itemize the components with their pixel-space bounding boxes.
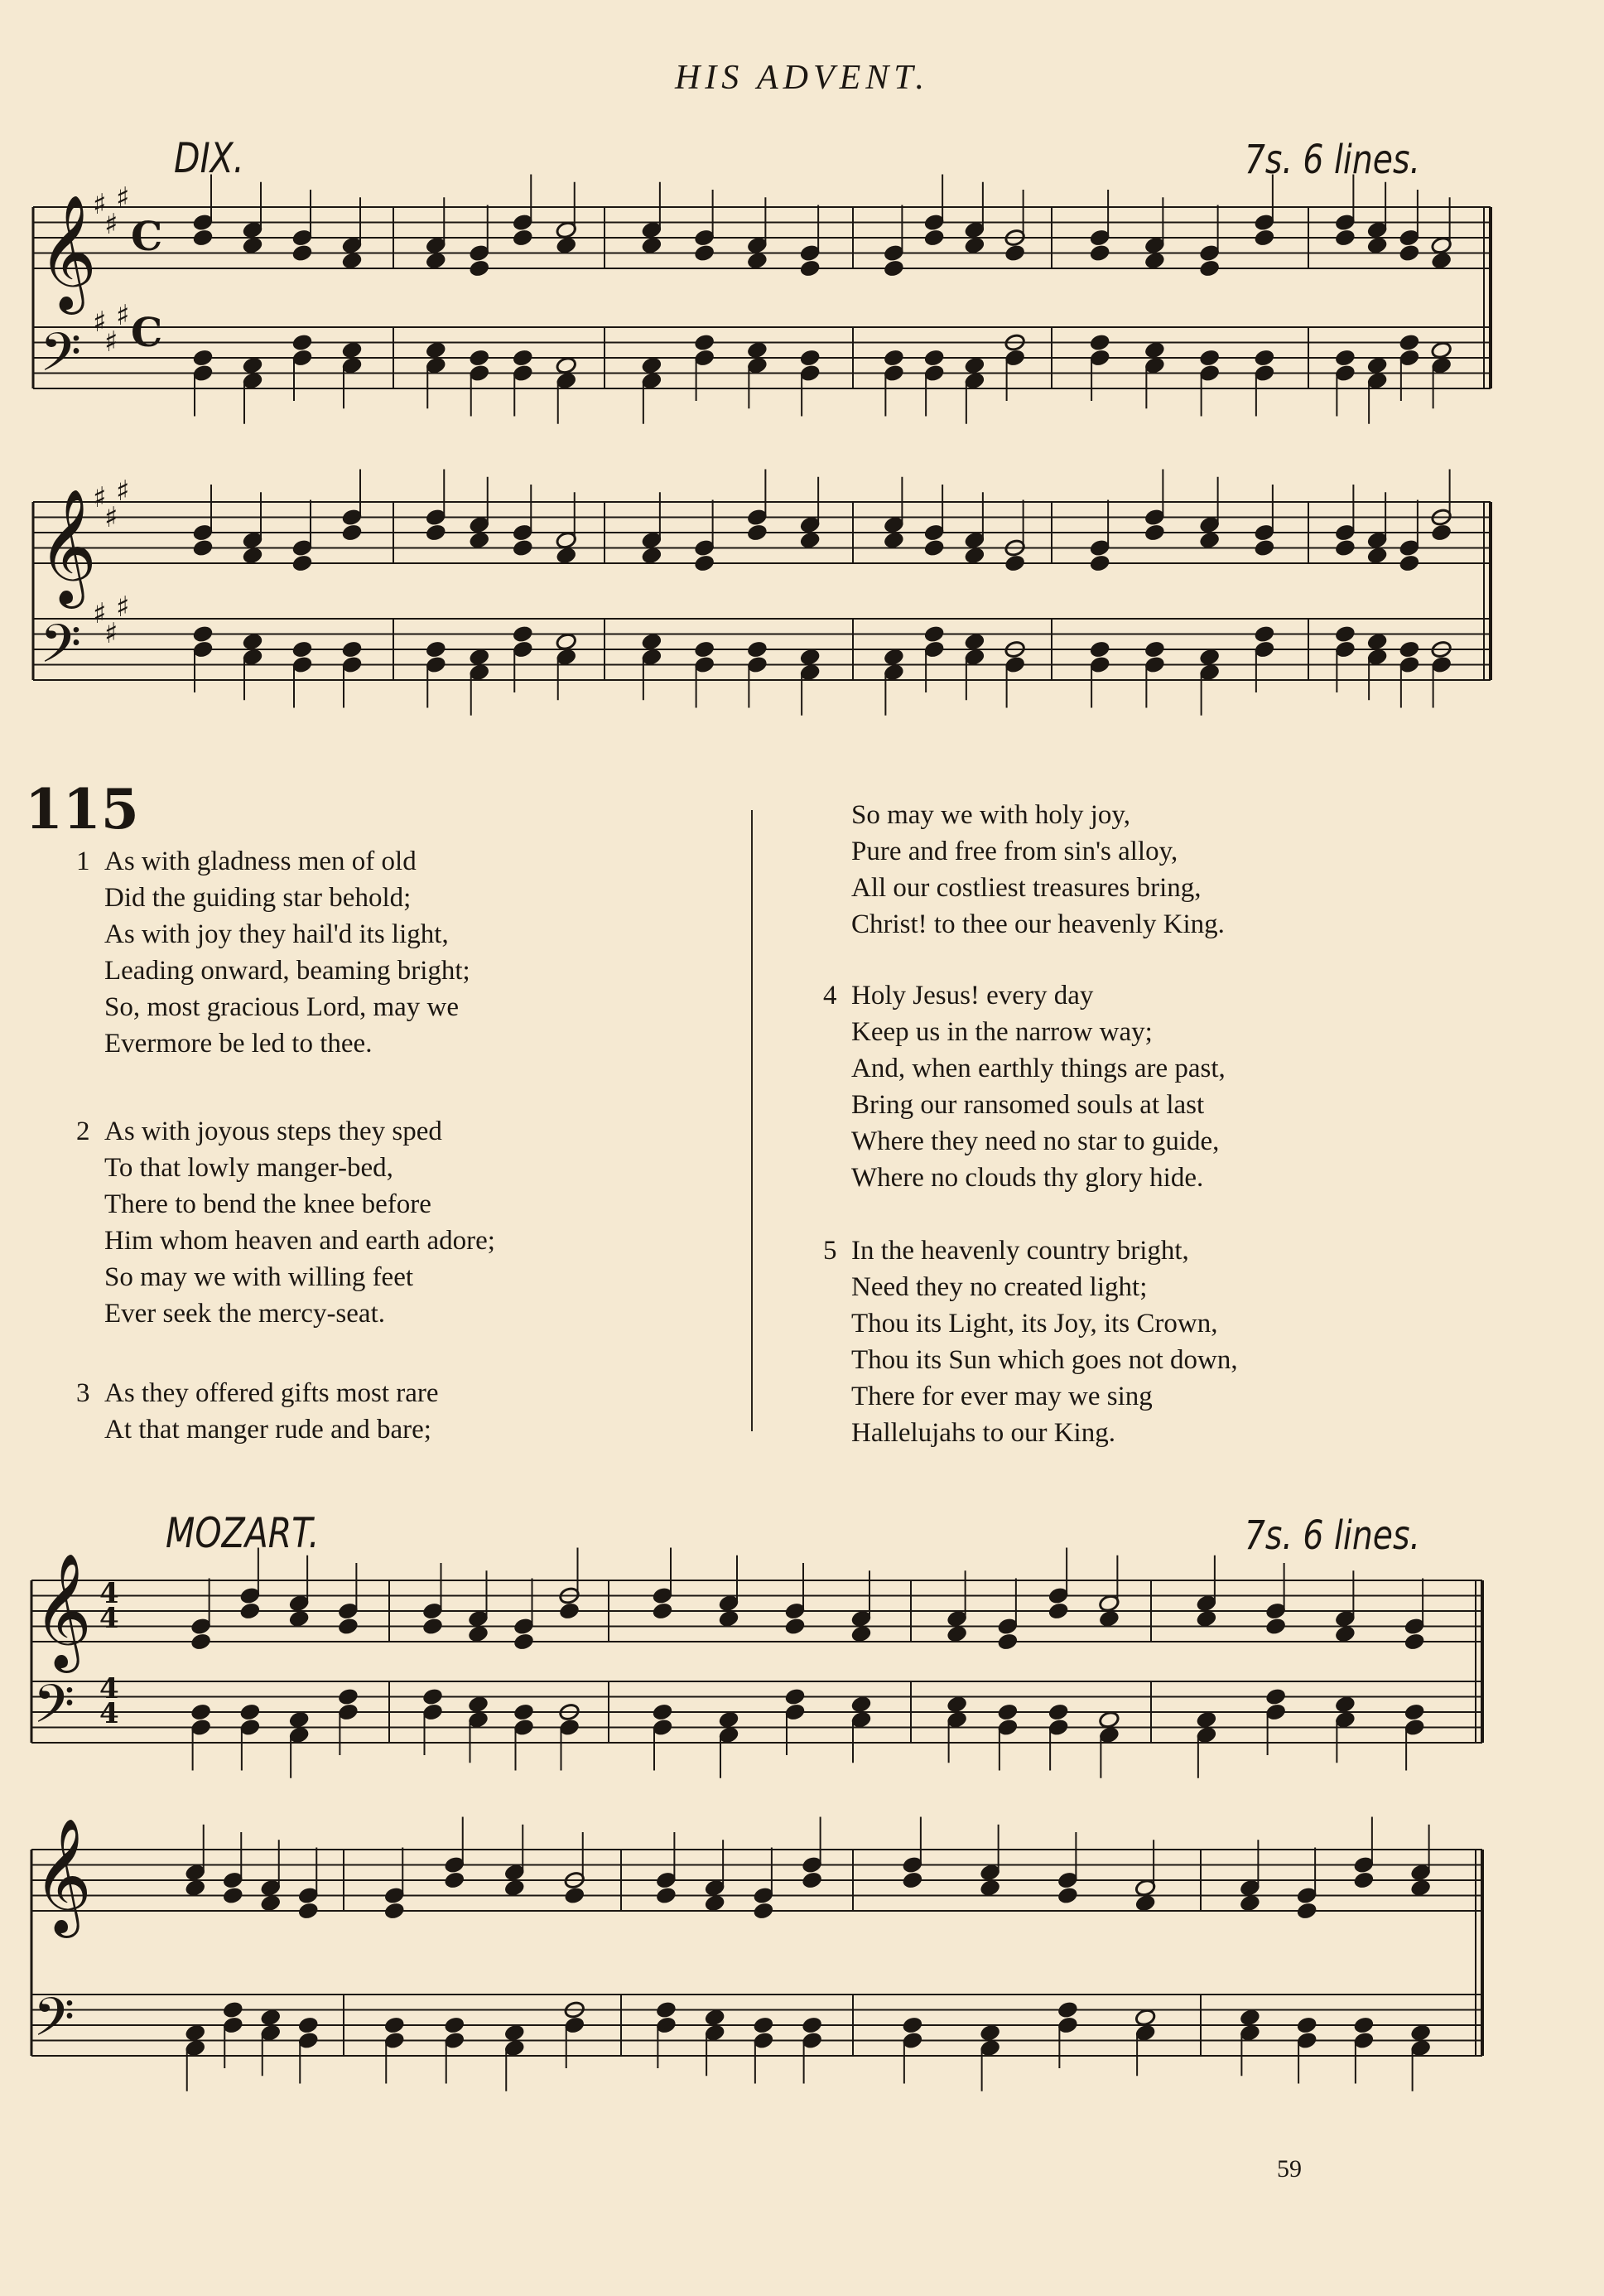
notehead xyxy=(799,648,821,667)
notehead xyxy=(694,333,715,352)
sharp: ♯ xyxy=(93,597,107,630)
notehead xyxy=(1334,349,1356,368)
stanza-line: Holy Jesus! every day xyxy=(851,981,1094,1011)
notehead xyxy=(923,349,945,368)
notehead xyxy=(512,229,533,248)
sharp: ♯ xyxy=(116,181,130,215)
notehead xyxy=(883,349,904,368)
notehead xyxy=(1296,2016,1317,2035)
treble-clef: 𝄞 xyxy=(38,195,97,310)
notehead xyxy=(718,1609,739,1628)
notehead xyxy=(802,1871,823,1890)
notehead xyxy=(641,236,662,255)
stanza-line: As with gladness men of old xyxy=(104,847,417,876)
stanza-line: Where they need no star to guide, xyxy=(851,1126,1220,1156)
notehead xyxy=(902,1871,923,1890)
notehead xyxy=(556,236,577,255)
notehead xyxy=(467,1695,489,1714)
stanza-4 xyxy=(823,977,1226,1196)
notehead xyxy=(746,640,768,659)
notehead xyxy=(1057,2000,1078,2019)
bass-clef: 𝄢 xyxy=(33,1987,75,2062)
stanza-line: As with joy they hail'd its light, xyxy=(104,919,449,949)
notehead xyxy=(288,1710,310,1729)
stanza-line: Did the guiding star behold; xyxy=(104,883,412,913)
time-signature-mozart-top: 4 xyxy=(99,1577,119,1610)
stanza-3-start xyxy=(76,1375,439,1448)
notehead xyxy=(242,236,263,255)
stanza-line: Evermore be led to thee. xyxy=(104,1029,373,1059)
stanza-1 xyxy=(76,843,470,1062)
stanza-2 xyxy=(76,1113,495,1332)
notehead xyxy=(1089,554,1110,573)
tune-meter-dix: 7s. 6 lines. xyxy=(1244,137,1420,183)
notehead xyxy=(746,523,768,543)
notehead xyxy=(421,1687,443,1706)
notehead xyxy=(1089,640,1110,659)
notehead xyxy=(467,1624,489,1643)
stanza-line: Need they no created light; xyxy=(851,1272,1148,1302)
time-signature-mozart-bottom: 4 xyxy=(99,1602,119,1635)
stanza-line: So, most gracious Lord, may we xyxy=(104,992,460,1022)
notehead xyxy=(512,538,533,557)
treble-clef: 𝄞 xyxy=(33,1553,92,1668)
notehead xyxy=(1004,554,1026,573)
notehead xyxy=(341,640,363,659)
notehead xyxy=(923,229,945,248)
notehead xyxy=(1254,538,1275,557)
notehead xyxy=(1353,2016,1375,2035)
time-signature-mozart-bass-top: 4 xyxy=(99,1672,119,1705)
notehead xyxy=(1239,1893,1260,1913)
notehead xyxy=(1334,229,1356,248)
sharp: ♯ xyxy=(116,591,130,624)
notehead xyxy=(1399,333,1420,352)
tune-meter-mozart: 7s. 6 lines. xyxy=(1244,1512,1420,1559)
notehead xyxy=(242,546,263,565)
key-signatures xyxy=(93,181,129,650)
notehead xyxy=(556,546,577,565)
notehead xyxy=(425,523,446,543)
notehead xyxy=(1048,1602,1069,1621)
sharp: ♯ xyxy=(104,326,118,359)
stanza-5 xyxy=(823,1232,1238,1451)
notehead xyxy=(1199,259,1221,278)
notehead xyxy=(1098,1609,1120,1628)
notehead xyxy=(883,531,904,550)
notehead xyxy=(421,1617,443,1636)
notehead xyxy=(242,356,263,375)
notehead xyxy=(799,349,821,368)
notehead xyxy=(513,1633,534,1652)
notehead xyxy=(980,1879,1001,1898)
notehead xyxy=(746,340,768,359)
notehead xyxy=(1296,1902,1317,1921)
notehead xyxy=(297,2016,319,2035)
stanza-line: There to bend the knee before xyxy=(104,1189,431,1219)
notehead xyxy=(655,2000,677,2019)
notehead xyxy=(260,1893,282,1913)
notehead xyxy=(704,1893,725,1913)
notehead xyxy=(503,2023,525,2043)
notehead xyxy=(1334,1695,1356,1714)
notehead xyxy=(503,1879,525,1898)
stanza-line: Leading onward, beaming bright; xyxy=(104,956,470,986)
stanza-line: Thou its Light, its Joy, its Crown, xyxy=(851,1309,1218,1339)
notehead xyxy=(512,625,533,644)
sharp: ♯ xyxy=(93,481,107,514)
stanza-line: Ever seek the mercy-seat. xyxy=(104,1299,385,1329)
notehead xyxy=(185,1879,206,1898)
notehead xyxy=(1089,244,1110,263)
notehead xyxy=(1399,244,1420,263)
notehead xyxy=(641,356,662,375)
stanza-number: 3 xyxy=(76,1378,90,1408)
stanza-line: Keep us in the narrow way; xyxy=(851,1017,1153,1047)
notehead xyxy=(694,640,715,659)
sharp: ♯ xyxy=(93,188,107,221)
notehead xyxy=(291,640,313,659)
notehead xyxy=(1334,538,1356,557)
notehead xyxy=(1254,349,1275,368)
notehead xyxy=(1404,1703,1425,1722)
notehead xyxy=(784,1687,806,1706)
notehead xyxy=(1144,251,1165,270)
sharp: ♯ xyxy=(104,501,118,534)
notehead xyxy=(239,1602,261,1621)
notehead xyxy=(652,1703,673,1722)
notehead xyxy=(746,251,768,270)
stanza-line: Him whom heaven and earth adore; xyxy=(104,1226,495,1256)
notehead xyxy=(1196,1609,1217,1628)
notehead xyxy=(558,1602,580,1621)
notehead xyxy=(997,1633,1019,1652)
notehead xyxy=(341,340,363,359)
notehead xyxy=(753,1902,774,1921)
notehead xyxy=(469,648,490,667)
stanza-line: Pure and free from sin's alloy, xyxy=(851,837,1178,866)
stanza-number: 1 xyxy=(76,847,90,876)
sharp: ♯ xyxy=(93,306,107,339)
notehead xyxy=(652,1602,673,1621)
notehead xyxy=(469,349,490,368)
notehead xyxy=(802,2016,823,2035)
notehead xyxy=(192,349,214,368)
notehead xyxy=(923,625,945,644)
notehead xyxy=(704,2008,725,2027)
notehead xyxy=(222,1886,243,1905)
notehead xyxy=(980,2023,1001,2043)
notehead xyxy=(291,333,313,352)
stanza-line: Christ! to thee our heavenly King. xyxy=(851,909,1225,939)
running-head: HIS ADVENT. xyxy=(674,59,930,97)
sharp: ♯ xyxy=(104,208,118,241)
sharp: ♯ xyxy=(116,299,130,332)
notehead xyxy=(425,340,446,359)
notehead xyxy=(1089,333,1110,352)
time-signature-dix-treble: C xyxy=(131,214,163,260)
stanza-line: And, when earthly things are past, xyxy=(851,1054,1226,1083)
sharp: ♯ xyxy=(104,617,118,650)
notehead xyxy=(444,1871,465,1890)
notehead xyxy=(964,632,985,651)
stanza-line: At that manger rude and bare; xyxy=(104,1415,431,1445)
notehead xyxy=(556,356,577,375)
notehead xyxy=(1048,1703,1069,1722)
notehead xyxy=(1254,625,1275,644)
stanza-line: So may we with willing feet xyxy=(104,1262,414,1292)
notehead xyxy=(1404,1633,1425,1652)
notehead xyxy=(192,538,214,557)
tune-name-mozart: MOZART. xyxy=(166,1509,320,1557)
notehead xyxy=(964,546,985,565)
notehead xyxy=(288,1609,310,1628)
notehead xyxy=(192,625,214,644)
notehead xyxy=(1410,1879,1432,1898)
notehead xyxy=(1199,531,1221,550)
notehead xyxy=(1254,229,1275,248)
stanza-line: In the heavenly country bright, xyxy=(851,1236,1189,1266)
notehead xyxy=(1334,1624,1356,1643)
notehead xyxy=(641,546,662,565)
notehead xyxy=(239,1703,261,1722)
stanza-line: As with joyous steps they sped xyxy=(104,1117,442,1146)
stanza-3-end xyxy=(851,797,1225,943)
notehead xyxy=(1144,340,1165,359)
notehead xyxy=(947,1624,968,1643)
stanza-number: 2 xyxy=(76,1117,90,1146)
notehead xyxy=(1134,1893,1156,1913)
stanza-number: 4 xyxy=(823,981,837,1011)
sharp: ♯ xyxy=(116,475,130,508)
page-number: 59 xyxy=(1277,2155,1302,2183)
notehead xyxy=(1353,1871,1375,1890)
notehead xyxy=(902,2016,923,2035)
notehead xyxy=(883,259,904,278)
notehead xyxy=(512,349,533,368)
notehead xyxy=(444,2016,465,2035)
treble-clef: 𝄞 xyxy=(38,489,97,604)
stanza-line: Thou its Sun which goes not down, xyxy=(851,1345,1238,1375)
notehead xyxy=(1144,523,1165,543)
stanza-line: There for ever may we sing xyxy=(851,1382,1153,1411)
notehead xyxy=(964,356,985,375)
notehead xyxy=(383,1902,405,1921)
notehead xyxy=(850,1695,872,1714)
notehead xyxy=(694,244,715,263)
notehead xyxy=(753,2016,774,2035)
tune-name-dix: DIX. xyxy=(174,134,244,182)
notehead xyxy=(923,538,945,557)
bass-clef: 𝄢 xyxy=(40,614,82,688)
notehead xyxy=(1399,554,1420,573)
stanza-line: All our costliest treasures bring, xyxy=(851,873,1202,903)
notehead xyxy=(1057,1886,1078,1905)
notehead xyxy=(513,1703,534,1722)
stanza-line: Where no clouds thy glory hide. xyxy=(851,1163,1204,1193)
notehead xyxy=(1265,1687,1287,1706)
notehead xyxy=(297,1902,319,1921)
stanza-line: To that lowly manger-bed, xyxy=(104,1153,393,1183)
bass-clef: 𝄢 xyxy=(40,322,82,397)
time-signature-mozart-bass-bottom: 4 xyxy=(99,1697,119,1730)
notehead xyxy=(337,1617,359,1636)
bass-clef: 𝄢 xyxy=(33,1674,75,1749)
notehead xyxy=(947,1695,968,1714)
notehead xyxy=(850,1624,872,1643)
notehead xyxy=(1199,648,1221,667)
notehead xyxy=(799,531,821,550)
notehead xyxy=(1399,640,1420,659)
notehead xyxy=(1265,1617,1287,1636)
notehead xyxy=(1366,546,1388,565)
notehead xyxy=(1431,340,1452,359)
notehead xyxy=(641,632,662,651)
notehead xyxy=(1239,2008,1260,2027)
notehead xyxy=(469,531,490,550)
notehead xyxy=(1366,356,1388,375)
column-divider xyxy=(751,810,753,1431)
notehead xyxy=(190,1703,212,1722)
stanza-line: Hallelujahs to our King. xyxy=(851,1418,1115,1448)
notehead xyxy=(1134,2008,1156,2027)
notehead xyxy=(556,632,577,651)
notehead xyxy=(192,229,214,248)
stanza-number: 5 xyxy=(823,1236,837,1266)
notehead xyxy=(337,1687,359,1706)
notehead xyxy=(242,632,263,651)
notehead xyxy=(1196,1710,1217,1729)
notehead xyxy=(1410,2023,1432,2043)
notehead xyxy=(1366,236,1388,255)
stanza-line: Bring our ransomed souls at last xyxy=(851,1090,1205,1120)
notehead xyxy=(1431,523,1452,543)
notehead xyxy=(964,236,985,255)
notehead xyxy=(469,259,490,278)
notehead xyxy=(260,2008,282,2027)
notehead xyxy=(1431,251,1452,270)
notehead xyxy=(341,523,363,543)
notehead xyxy=(655,1886,677,1905)
notehead xyxy=(341,251,363,270)
notehead xyxy=(883,648,904,667)
notehead xyxy=(1098,1710,1120,1729)
notehead xyxy=(694,554,715,573)
notehead xyxy=(1334,625,1356,644)
time-signature-dix-bass: C xyxy=(131,310,163,356)
notehead xyxy=(799,259,821,278)
notehead xyxy=(1144,640,1165,659)
notehead xyxy=(291,554,313,573)
notehead xyxy=(784,1617,806,1636)
treble-clef: 𝄞 xyxy=(33,1818,92,1933)
notehead xyxy=(1199,349,1221,368)
notehead xyxy=(425,251,446,270)
notehead xyxy=(997,1703,1019,1722)
notehead xyxy=(222,2000,243,2019)
notehead xyxy=(383,2016,405,2035)
notehead xyxy=(185,2023,206,2043)
notehead xyxy=(190,1633,212,1652)
notehead xyxy=(718,1710,739,1729)
stanza-line: As they offered gifts most rare xyxy=(104,1378,439,1408)
hymn-number: 115 xyxy=(25,777,139,842)
stanza-line: So may we with holy joy, xyxy=(851,800,1131,830)
notehead xyxy=(1366,632,1388,651)
notehead xyxy=(1004,244,1026,263)
notehead xyxy=(564,1886,585,1905)
notehead xyxy=(425,640,446,659)
notehead xyxy=(291,244,313,263)
